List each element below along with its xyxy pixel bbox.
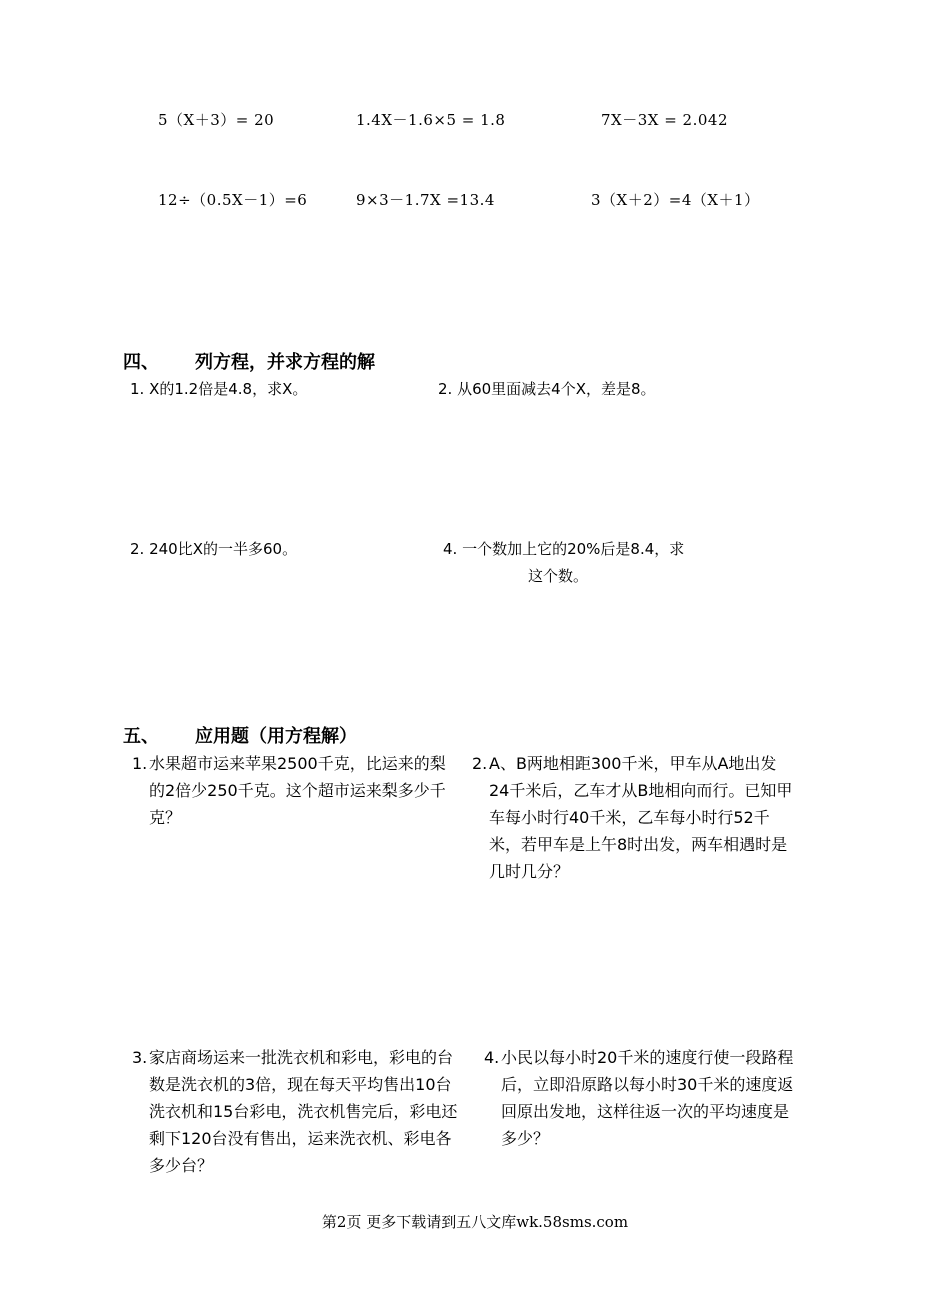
section-5-problem-2: [472, 750, 794, 885]
section-5-title: 应用题（用方程解）: [195, 726, 357, 747]
problem-3-number: 3.: [132, 1048, 148, 1067]
section-4-question-4-line-1: 4. 一个数加上它的20%后是8.4，求: [443, 540, 685, 558]
section-4-title: 列方程，并求方程的解: [195, 352, 375, 373]
page-footer: 第2页 更多下载请到五八文库wk.58sms.com: [321, 1213, 629, 1231]
equation-5: 9×3－1.7X =13.4: [356, 191, 495, 209]
section-4-question-4-line-2: 这个数。: [528, 567, 589, 585]
problem-4-number: 4.: [484, 1048, 500, 1067]
section-5-problem-3: [132, 1044, 460, 1179]
problem-3-text: 家店商场运来一批洗衣机和彩电，彩电的台数是洗衣机的3倍，现在每天平均售出10台洗衣机和15台彩电，洗衣机售完后，彩电还剩下120台没有售出，运来洗衣机、彩电各多少台？: [149, 1048, 458, 1175]
section-4-question-2: 2. 从60里面减去4个X，差是8。: [438, 380, 656, 398]
section-4-question-3: 2. 240比X的一半多60。: [130, 540, 298, 558]
problem-2-number: 2.: [472, 754, 488, 773]
section-4-number: 四、: [123, 352, 159, 373]
section-5-problem-1: [132, 750, 452, 831]
section-5-heading: [123, 722, 357, 748]
equation-2: 1.4X－1.6×5 = 1.8: [356, 111, 506, 129]
problem-4-text: 小民以每小时20千米的速度行使一段路程后，立即沿原路以每小时30千米的速度返回原出发地，这样往返一次的平均速度是多少？: [501, 1048, 794, 1148]
problem-1-text: 水果超市运来苹果2500千克，比运来的梨的2倍少250千克。这个超市运来梨多少千克？: [149, 754, 446, 827]
equation-4: 12÷（0.5X－1）=6: [158, 191, 308, 209]
problem-2-text: A、B两地相距300千米，甲车从A地出发24千米后，乙车才从B地相向而行。已知甲车每小时行40千米，乙车每小时行52千米，若甲车是上午8时出发，两车相遇时是几时几分？: [489, 754, 793, 881]
problem-1-number: 1.: [132, 754, 148, 773]
section-4-question-1: 1. X的1.2倍是4.8，求X。: [130, 380, 308, 398]
section-5-number: 五、: [123, 726, 159, 747]
equation-3: 7X－3X = 2.042: [601, 111, 728, 129]
equation-1: 5（X＋3）= 20: [158, 111, 275, 129]
equation-6: 3（X＋2）=4（X＋1）: [591, 191, 760, 209]
section-5-problem-4: [484, 1044, 802, 1152]
section-4-heading: [123, 348, 375, 374]
